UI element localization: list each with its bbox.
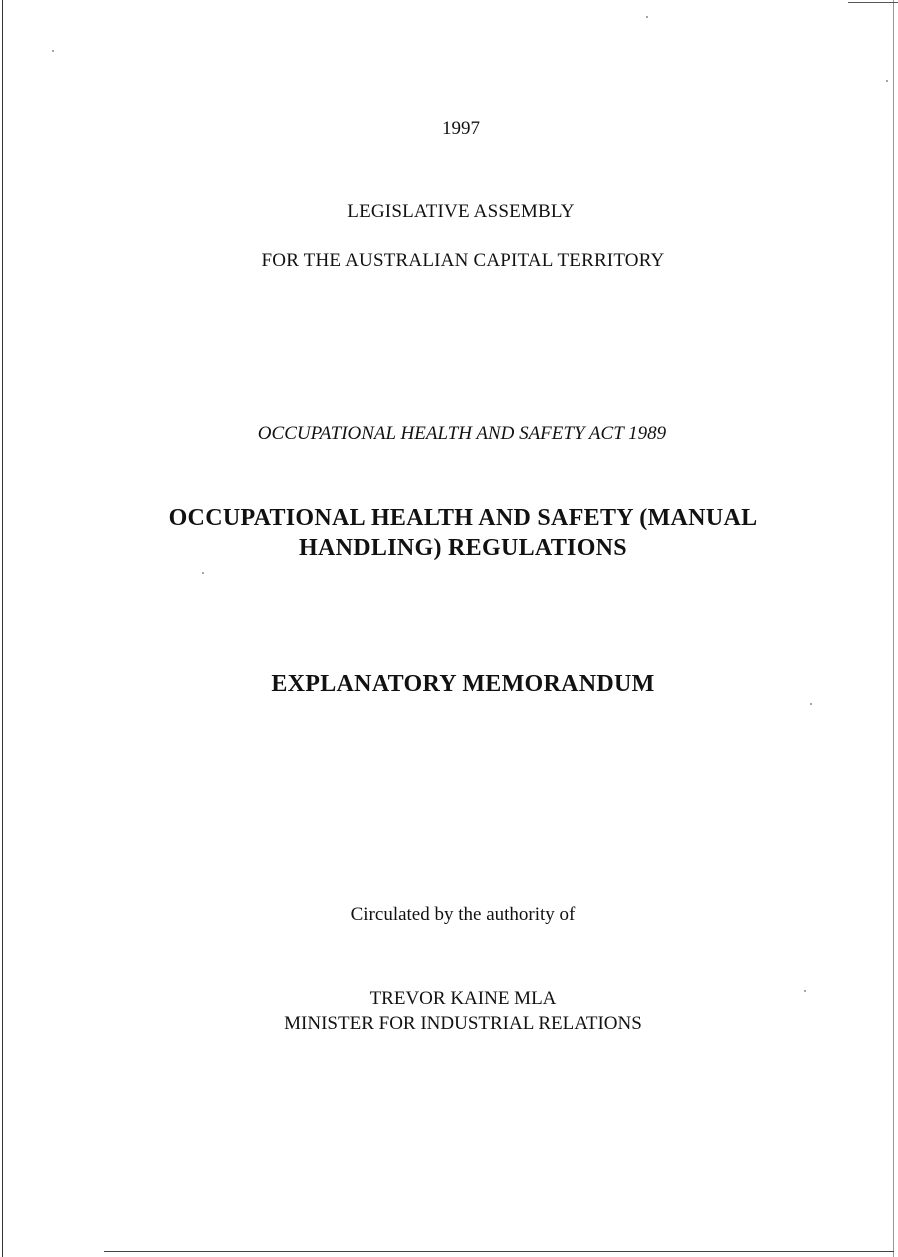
scan-edge-right [893, 0, 894, 1257]
scan-edge-top [848, 2, 898, 3]
scan-speck [52, 50, 54, 52]
document-year: 1997 [442, 118, 480, 139]
minister-name: TREVOR KAINE MLA [369, 988, 557, 1009]
regulation-title-line-1: OCCUPATIONAL HEALTH AND SAFETY (MANUAL [168, 505, 758, 531]
scan-speck [202, 572, 204, 574]
minister-title: MINISTER FOR INDUSTRIAL RELATIONS [284, 1013, 642, 1034]
scan-speck [810, 703, 812, 705]
act-name: OCCUPATIONAL HEALTH AND SAFETY ACT 1989 [257, 423, 667, 444]
regulation-title-line-2: HANDLING) REGULATIONS [299, 535, 627, 561]
scan-speck [646, 16, 648, 18]
scan-edge-bottom [104, 1251, 894, 1252]
assembly-heading: LEGISLATIVE ASSEMBLY [347, 201, 575, 222]
regulation-title [14, 503, 898, 563]
memorandum-heading: EXPLANATORY MEMORANDUM [271, 671, 655, 697]
scan-speck [886, 80, 888, 82]
territory-heading: FOR THE AUSTRALIAN CAPITAL TERRITORY [261, 250, 665, 271]
scan-edge-left [2, 0, 3, 1257]
circulated-by-text: Circulated by the authority of [350, 904, 576, 925]
